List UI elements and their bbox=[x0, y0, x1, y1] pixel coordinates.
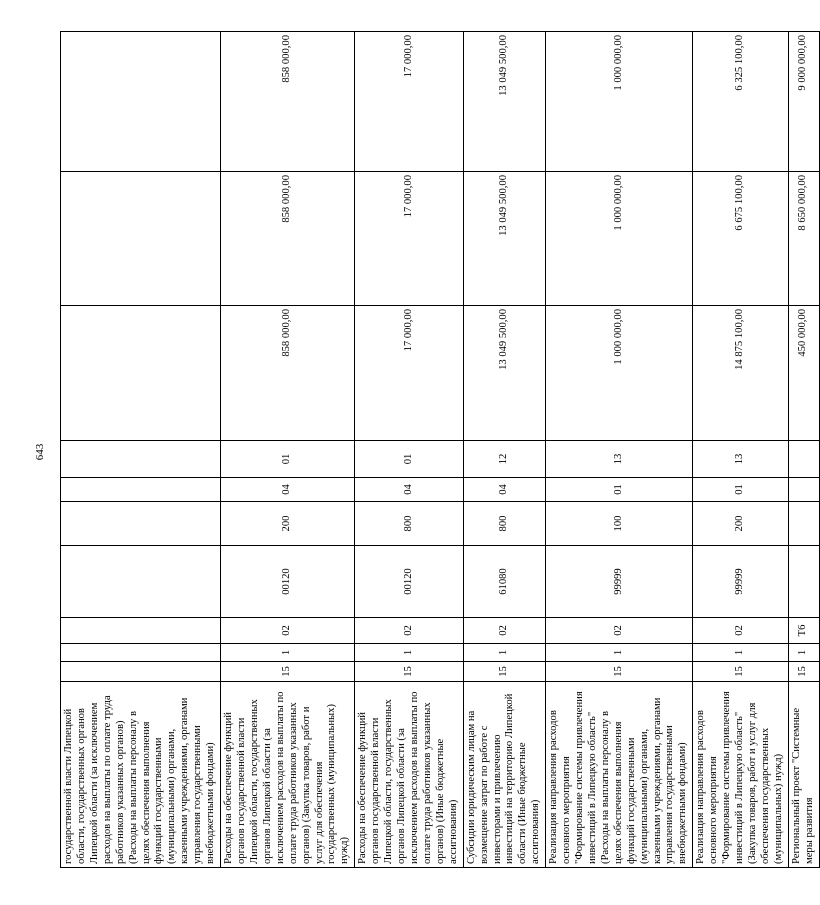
table-row bbox=[788, 32, 819, 868]
amount-year-2: 13 049 500,00 bbox=[463, 172, 546, 306]
activity-code: 02 bbox=[546, 618, 693, 644]
activity-code: 02 bbox=[463, 618, 546, 644]
amount-year-3: 17 000,00 bbox=[355, 32, 463, 172]
expense-type-code bbox=[788, 502, 819, 546]
expense-type-code: 100 bbox=[546, 502, 693, 546]
amount-year-2 bbox=[61, 172, 221, 306]
table-row bbox=[61, 32, 221, 868]
amount-year-2: 858 000,00 bbox=[221, 172, 355, 306]
row-description: Реализация направления расходов основного мероприятия "Формирование системы привлечения инвестиций в Липецкую область" (Закупка товаров, работ и услуг для обеспечения государственных (муниципальных) нужд) bbox=[693, 682, 788, 868]
rotated-page-content bbox=[60, 32, 815, 868]
admin-code: 15 bbox=[546, 662, 693, 682]
expense-type-code bbox=[61, 502, 221, 546]
table-row bbox=[693, 32, 788, 868]
subprogram-code bbox=[61, 644, 221, 662]
budget-table bbox=[60, 31, 820, 868]
amount-year-2: 8 650 000,00 bbox=[788, 172, 819, 306]
expense-type-code: 800 bbox=[463, 502, 546, 546]
amount-year-2: 1 000 000,00 bbox=[546, 172, 693, 306]
amount-year-2: 17 000,00 bbox=[355, 172, 463, 306]
subsection-code: 13 bbox=[546, 441, 693, 478]
expense-type-code: 200 bbox=[221, 502, 355, 546]
amount-year-3: 9 000 000,00 bbox=[788, 32, 819, 172]
admin-code bbox=[61, 662, 221, 682]
amount-year-1: 13 049 500,00 bbox=[463, 306, 546, 441]
table-row bbox=[546, 32, 693, 868]
amount-year-1: 1 000 000,00 bbox=[546, 306, 693, 441]
activity-code bbox=[61, 618, 221, 644]
admin-code: 15 bbox=[693, 662, 788, 682]
amount-year-1 bbox=[61, 306, 221, 441]
table-row bbox=[355, 32, 463, 868]
subsection-code bbox=[788, 441, 819, 478]
expense-type-code: 200 bbox=[693, 502, 788, 546]
direction-code: 00120 bbox=[221, 546, 355, 618]
admin-code: 15 bbox=[788, 662, 819, 682]
subprogram-code: 1 bbox=[221, 644, 355, 662]
amount-year-3 bbox=[61, 32, 221, 172]
direction-code bbox=[788, 546, 819, 618]
amount-year-1: 858 000,00 bbox=[221, 306, 355, 441]
row-description: государственной власти Липецкой области, государственных органов Липецкой области (за исключением расходов на выплаты по оплате труда работников указанных органов) (Расходы на выплаты персоналу в целях обеспечения выполнения функций государственными (муниципальными) органами, казенными учреждениями, органами управления государственными внебюджетными фондами) bbox=[61, 682, 221, 868]
page-number: 643 bbox=[34, 443, 46, 461]
amount-year-1: 17 000,00 bbox=[355, 306, 463, 441]
amount-year-2: 6 675 100,00 bbox=[693, 172, 788, 306]
amount-year-1: 14 875 100,00 bbox=[693, 306, 788, 441]
activity-code: Т6 bbox=[788, 618, 819, 644]
section-code: 01 bbox=[693, 478, 788, 502]
amount-year-3: 1 000 000,00 bbox=[546, 32, 693, 172]
subsection-code: 12 bbox=[463, 441, 546, 478]
expense-type-code: 800 bbox=[355, 502, 463, 546]
subprogram-code: 1 bbox=[355, 644, 463, 662]
section-code bbox=[788, 478, 819, 502]
amount-year-1: 450 000,00 bbox=[788, 306, 819, 441]
section-code: 04 bbox=[463, 478, 546, 502]
activity-code: 02 bbox=[355, 618, 463, 644]
direction-code bbox=[61, 546, 221, 618]
row-description: Региональный проект "Системные меры развития bbox=[788, 682, 819, 868]
subprogram-code: 1 bbox=[546, 644, 693, 662]
amount-year-3: 858 000,00 bbox=[221, 32, 355, 172]
row-description: Расходы на обеспечение функций органов государственной власти Липецкой области, государственных органов Липецкой области (за исключением расходов на выплаты по оплате труда работников указанных органов) (Закупка товаров, работ и услуг для обеспечения государственных (муниципальных) нужд) bbox=[221, 682, 355, 868]
admin-code: 15 bbox=[221, 662, 355, 682]
admin-code: 15 bbox=[463, 662, 546, 682]
direction-code: 61080 bbox=[463, 546, 546, 618]
section-code bbox=[61, 478, 221, 502]
amount-year-3: 6 325 100,00 bbox=[693, 32, 788, 172]
subsection-code: 13 bbox=[693, 441, 788, 478]
subsection-code bbox=[61, 441, 221, 478]
table-row bbox=[463, 32, 546, 868]
subprogram-code: 1 bbox=[463, 644, 546, 662]
section-code: 04 bbox=[221, 478, 355, 502]
direction-code: 00120 bbox=[355, 546, 463, 618]
subprogram-code: 1 bbox=[788, 644, 819, 662]
row-description: Расходы на обеспечение функций органов государственной власти Липецкой области, государственных органов Липецкой области (за исключением расходов на выплаты по оплате труда работников указанных органов) (Иные бюджетные ассигнования) bbox=[355, 682, 463, 868]
budget-table-container bbox=[60, 32, 815, 868]
row-description: Реализация направления расходов основного мероприятия "Формирование системы привлечения инвестиций в Липецкую область" (Расходы на выплаты персоналу в целях обеспечения выполнения функций государственными (муниципальными) органами, казенными учреждениями, органами управления государственными внебюджетными фондами) bbox=[546, 682, 693, 868]
section-code: 04 bbox=[355, 478, 463, 502]
row-description: Субсидии юридическим лицам на возмещение затрат по работе с инвесторами и привлечению инвестиций на территорию Липецкой области (Иные бюджетные ассигнования) bbox=[463, 682, 546, 868]
direction-code: 99999 bbox=[546, 546, 693, 618]
admin-code: 15 bbox=[355, 662, 463, 682]
direction-code: 99999 bbox=[693, 546, 788, 618]
subprogram-code: 1 bbox=[693, 644, 788, 662]
amount-year-3: 13 049 500,00 bbox=[463, 32, 546, 172]
table-row bbox=[221, 32, 355, 868]
subsection-code: 01 bbox=[355, 441, 463, 478]
subsection-code: 01 bbox=[221, 441, 355, 478]
activity-code: 02 bbox=[693, 618, 788, 644]
section-code: 01 bbox=[546, 478, 693, 502]
activity-code: 02 bbox=[221, 618, 355, 644]
